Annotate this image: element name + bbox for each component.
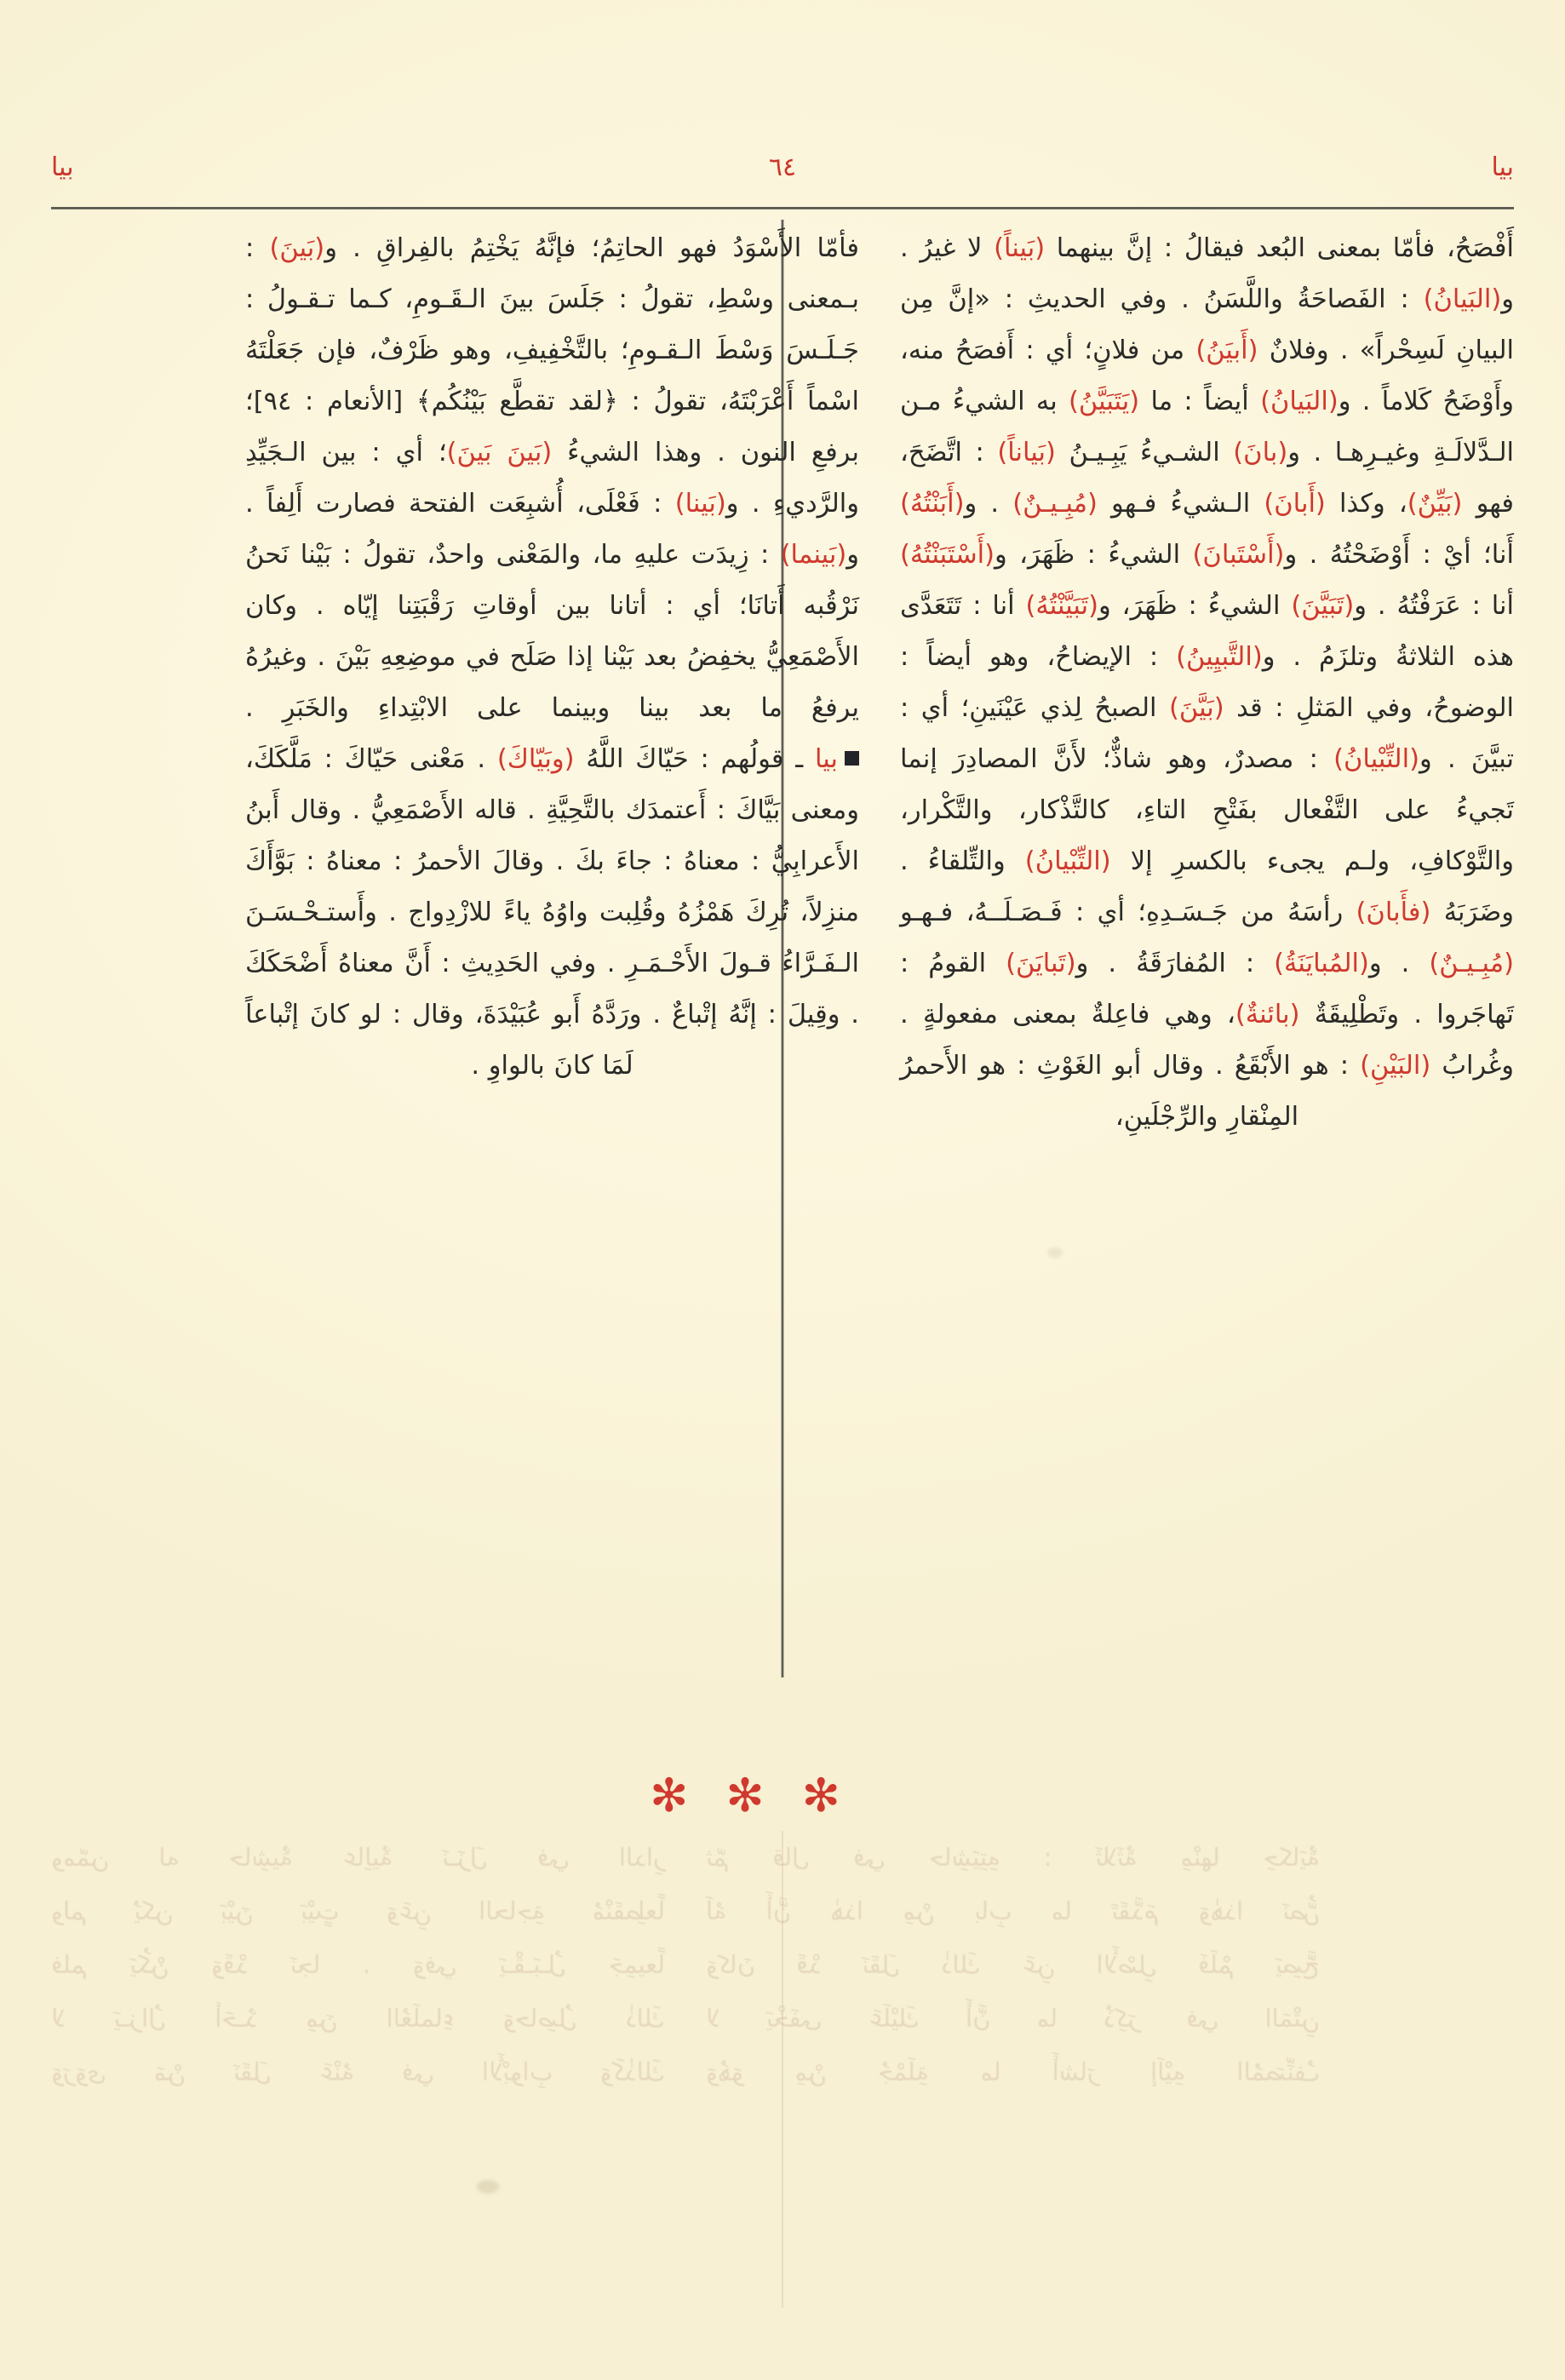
column-left-entry-bayaa — [245, 734, 859, 1092]
headword-red: (بَيِّنٌ) — [1407, 489, 1463, 519]
running-head-right-label: بيا — [1491, 152, 1514, 182]
headword-red: (بَيناً) — [994, 233, 1046, 263]
paper-smudge — [477, 2180, 499, 2194]
headword-red: (أَسْتَبَنْتُهُ) — [900, 540, 995, 570]
headword-red: (أَسْتَبانَ) — [1192, 540, 1285, 570]
headword-red: (تَبايَنَ) — [1006, 949, 1076, 978]
paper-smudge — [1047, 1247, 1063, 1258]
running-head-left-label: بيا — [51, 152, 74, 182]
headword-red: (وبَيّاكَ) — [496, 744, 575, 774]
bleed-through-column-right — [51, 1831, 685, 2308]
bleed-line: فلم يَكُنْ وَقَدْ نَجا . وَفي يَـقْـبَـلُ جَمِيعاً — [51, 1950, 665, 1979]
headword-red: (يَتَبَيَّنُ) — [1069, 387, 1140, 416]
entry-headword: بيا — [815, 744, 838, 774]
column-left-paragraph-continued — [245, 223, 859, 734]
column-left — [245, 223, 880, 1675]
headword-red: (بَيَّنَ) — [1168, 693, 1224, 723]
column-left-entry-text: بيا ـ قولُهم : حَيّاكَ اللَّهُ (وبَيّاكَ) . مَعْنى حَيّاكَ : مَلَّكَكَ، ومعنى بَيَّاكَ : أَعتمدَك بالتَّحِيَّةِ . قاله الأَصْمَعِيُّ . وقال أَبنُ الأَعرابِيُّ : معناهُ : جاءَ بكَ . وقالَ الأحمرُ : معناهُ : بَوَّأَكَ منزِلاً، تُرِكَ هَمْزُهُ وقُلِبت واوُهُ ياءً للازْدِواج . وأَستـحْـسَـنَ الـفَـرَّاءُ قـولَ الأَحْـمَـرِ . وفي الحَدِيثِ : أَنَّ معناهُ أَضْحَكَكَ . وقِيلَ : إنَّهُ إتْباعٌ . ورَدَّهُ أَبو عُبَيْدَةَ، وقال : لو كانَ إتْباعاً لَمَا كانَ بالواوِ . — [245, 744, 859, 1081]
headword-red: (التِّبْيانُ) — [1024, 846, 1111, 876]
bleed-line: وَهُوَ مِنْ جُمْلَةِ ما أَشارَ إلَيْهِ المُصَنِّفُ — [706, 2057, 1320, 2086]
running-head — [51, 152, 1514, 199]
headword-red: (البَيانُ) — [1260, 387, 1339, 416]
headword-red: (بَينَ بَينَ) — [446, 438, 553, 467]
headword-red: (بانَ) — [1233, 438, 1288, 467]
column-right-text: أَفْصَحُ، فأمّا بمعنى البُعد فيقالُ : إنَّ بينهما (بَيناً) لا غيرُ . و(البَيانُ) : الفَصاحَةُ واللَّسَنُ . وفي الحديثِ : «إنَّ مِن البيانِ لَسِحْراً» . وفلانٌ (أَبيَنُ) من فلانٍ؛ أي : أَفصَحُ منه، وأَوْضَحُ كَلاماً . و(البَيانُ) أيضاً : ما (يَتَبَيَّنُ) به الشيءُ مـن الـدَّلالَـةِ وغيـرِهـا . و(بانَ) الشـيءُ يَبِـيـنُ (بَياناً) : اتَّضَحَ، فهو (بَيِّنٌ)، وكذا (أَبانَ) الـشيءُ فـهو (مُبِـيـنٌ) . و(أَبَنْتُهُ) أَنا؛ أيْ : أَوْضَحْتُهُ . و(أَسْتَبانَ) الشيءُ : ظَهَرَ، و(أَسْتَبَنْتُهُ) أنا : عَرَفْتُهُ . و(تَبَيَّنَ) الشيءُ : ظَهَرَ، و(تَبَيَّنْتُهُ) أنا : تَتَعَدَّى هذه الثلاثةُ وتلزَمُ . و(التَّبيِينُ) : الإيضاحُ، وهو أيضاً : الوضوحُ، وفي المَثلِ : قد (بَيَّنَ) الصبحُ لِذي عَيْنَينِ؛ أي : تبيَّنَ . و(التِّبْيانُ) : مصدرٌ، وهو شاذٌّ؛ لأَنَّ المصادِرَ إنما تَجيءُ على التَّفْعال بفَتْحِ التاءِ، كالتَّذْكار، والتَّكْرار، والتَّوْكافِ، ولـم يجىء بالكسرِ إلا (التِّبْيانُ) والتِّلقاءُ . وضَرَبَهُ (فأَبانَ) رأسَهُ من جَـسَـدِهِ؛ أي : فَـصَـلَــهُ، فـهـو (مُبِـيـنٌ) . و(المُبايَنَةُ) : المُفارَقَةُ . و(تَبايَنَ) القومُ : تَهاجَروا . وتَطْلِيقَةٌ (بائنةٌ)، وهي فاعِلةٌ بمعنى مفعولةٍ . وغُرابُ (البَيْنِ) : هو الأَبْقَعُ . وقال أبو الغَوْثِ : هو الأَحمرُ المِنْقارِ والرِّجْلَينِ، — [900, 233, 1515, 1132]
headword-red: (تَبَيَّنْتُهُ) — [1025, 591, 1098, 621]
headword-red: (أَبَنْتُهُ) — [900, 489, 965, 519]
headword-red: (مُبِـيـنٌ) — [1429, 949, 1514, 978]
bleed-line: لا يَـزالُ أحَـدٌ مِنَ العُلَماءِ وَحاصِلُ ذٰلكَ — [51, 2004, 665, 2033]
page-number: ٦٤ — [768, 152, 797, 182]
bleed-line: ولم يُكن بَيْنَ بَيْتٍ وَعَنِ الحاجةِ مُنْقَطِعاً — [51, 1896, 665, 1925]
headword-red: (تَبَيَّنَ) — [1291, 591, 1355, 621]
bleed-line: لَهُ أَنَّ هٰذا مِنْ بابِ ما تَقَدَّمَ وَهٰذا نَصُّ — [706, 1896, 1320, 1925]
bleed-line: لا يَخْفَى عَلَيْكَ أَنَّ ما ذُكِرَ في المَتْنِ — [706, 2004, 1320, 2033]
bleed-line: وممّن له حاشِيةٌ عالِيةٌ نَـزَلَ في الدارِ — [51, 1843, 665, 1872]
headword-red: (فأَبانَ) — [1356, 898, 1431, 927]
entry-marker-square — [845, 751, 859, 766]
bleed-through-rule — [782, 1831, 783, 2308]
headword-red: (البَيْنِ) — [1360, 1051, 1431, 1081]
headword-red: (البَيانُ) — [1423, 284, 1502, 314]
headword-red: (التِّبْيانُ) — [1333, 744, 1419, 774]
column-left-text-continued: فأمّا الأَسْوَدُ فهو الحاتِمُ؛ فإنَّهُ يَخْتِمُ بالفِراقِ . و(بَينَ) : بـمعنى وسْطِ، تقولُ : جَلَسَ بينَ الـقَـومِ، كـما تـقـولُ : جَـلَـسَ وَسْطَ الـقـومِ؛ بالتَّخْفِيفِ، وهو ظَرْفٌ، فإن جَعَلْتَهُ اسْماً أَعْرَبْتَهُ، تقولُ : ﴿لقد تقطَّع بَيْنُكُم﴾ [الأنعام : ٩٤]؛ برفعِ النون . وهذا الشيءُ (بَينَ بَينَ)؛ أي : بين الـجَيِّدِ والرَّديءِ . و(بَينا) : فَعْلَى، أُشبِعَت الفتحة فصارت أَلِفاً . و(بَينما) : زِيدَت عليهِ ما، والمَعْنى واحدٌ، تقولُ : بَيْنا نَحنُ نَرْقُبه أَتانَا؛ أي : أتانا بين أوقاتِ رَقْبَتِنا إيّاه . وكان الأَصْمَعِيُّ يخفِضُ بعد بَيْنا إذا صَلَح في موضِعِهِ بَيْنَ . وغيرُهُ يرفعُ ما بعد بينا وبينما على الابْتِداءِ والخَبَرِ . — [245, 233, 859, 723]
section-divider-asterisks: ✻✻✻ — [650, 1769, 878, 1822]
bleed-line: ثمّ قال في حاشِيَتِهِ : ثَلاثَةٌ مِنْها حِكايَةٌ — [706, 1843, 1320, 1872]
headword-red: (أَبيَنُ) — [1195, 335, 1258, 365]
headword-red: (أَبانَ) — [1264, 489, 1326, 519]
headword-red: (المُبايَنَةُ) — [1274, 949, 1369, 978]
headword-red: (بَياناً) — [997, 438, 1056, 467]
column-right — [880, 223, 1514, 1675]
headword-red: (بَينا) — [674, 489, 726, 519]
column-right-paragraph — [900, 223, 1514, 1143]
headword-red: (التَّبيِينُ) — [1176, 642, 1263, 672]
bleed-line: وَكانَ قَدْ نَقَلَ ذٰلكَ عَنِ الأَصْلِ فَلَمْ يَصِحَّ — [706, 1950, 1320, 1979]
headword-red: (بَينما) — [780, 540, 847, 570]
bleed-line: وَرَوَى مَنْ نَقَلَ عَنْهُ في الأَبْوابِ وَكَذٰلكَ — [51, 2057, 665, 2086]
header-rule — [51, 207, 1514, 209]
text-columns — [51, 223, 1514, 1675]
headword-red: (بائنةٌ) — [1235, 1000, 1300, 1029]
headword-red: (مُبِـيـنٌ) — [1012, 489, 1098, 519]
bleed-through-column-left — [685, 1831, 1320, 2308]
headword-red: (بَينَ) — [269, 233, 325, 263]
